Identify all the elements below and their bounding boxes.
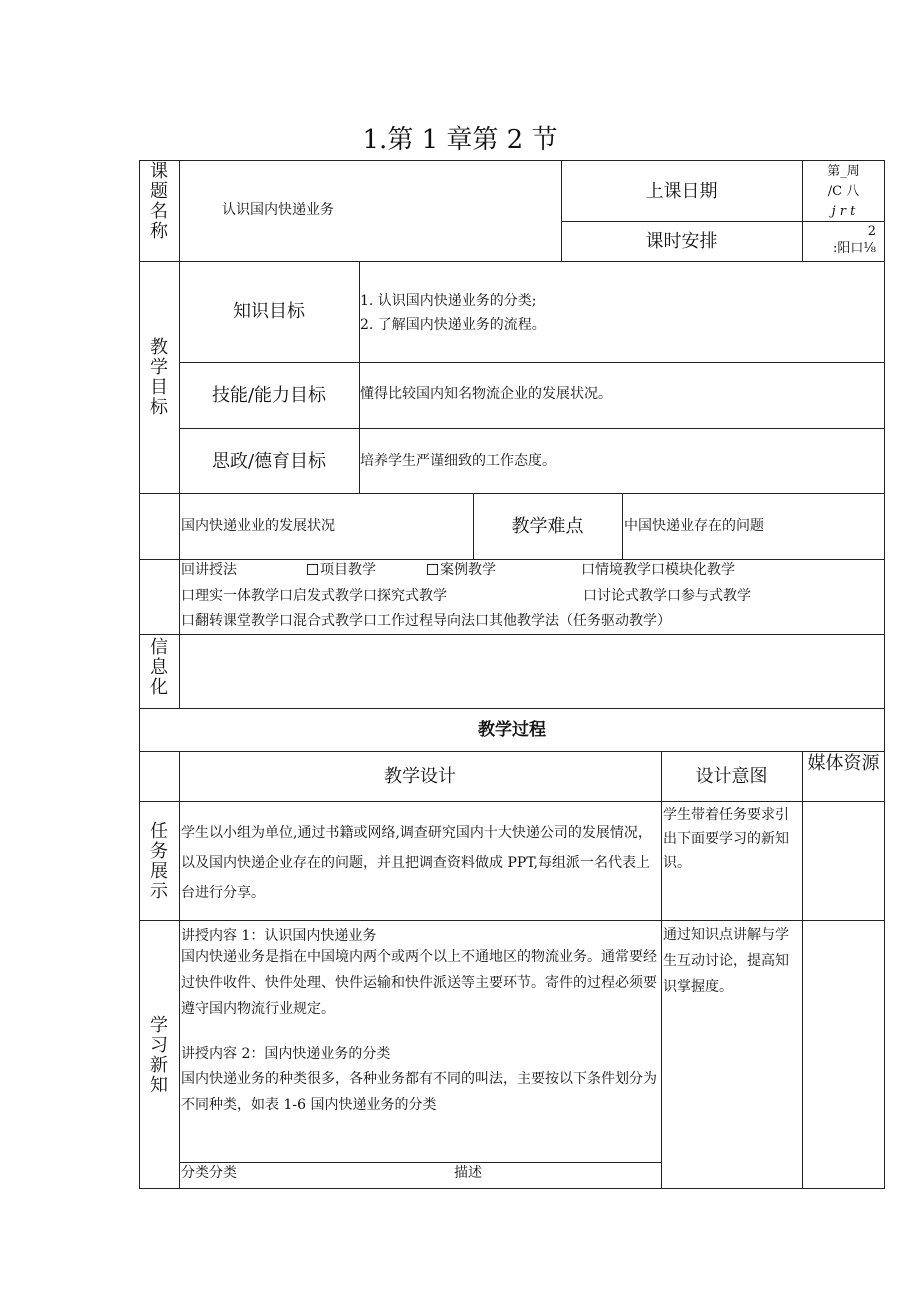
task-display-intent: 学生带着任务要求引出下面要学习的新知识。 (663, 807, 789, 871)
difficulty-text: 中国快递业存在的问题 (624, 518, 764, 534)
method-case: 案例教学 (427, 562, 496, 580)
method-row-3: 口翻转课堂教学口混合式教学口工作过程导向法口其他教学法（任务驱动教学） (181, 613, 671, 629)
method-lecture: 回讲授法 (181, 562, 237, 578)
course-name-label: 课 题 名 称 (150, 161, 168, 242)
date-value: 第_周 /C 八 j r t (827, 164, 860, 219)
task-display-label: 任 务 展 示 (150, 821, 168, 902)
lecture-2-title: 讲授内容 2：国内快递业务的分类 (181, 1046, 391, 1062)
learn-new-knowledge-label: 学 习 新 知 (150, 1015, 168, 1096)
checkbox-icon (427, 564, 438, 575)
informatization-label: 信 息 化 (150, 637, 168, 698)
sub-table-header-category: 分类分类 (181, 1165, 237, 1181)
teaching-process-title: 教学过程 (478, 720, 546, 740)
method-row-2b: 口讨论式教学口参与式教学 (583, 588, 751, 604)
sub-table-header-description: 描述 (454, 1165, 482, 1181)
course-name: 认识国内快递业务 (222, 202, 334, 218)
knowledge-goal-text: 1. 认识国内快递业务的分类; 2. 了解国内快递业务的流程。 (360, 293, 546, 333)
teaching-goals-label: 教 学 目 标 (150, 337, 168, 418)
task-display-design: 学生以小组为单位,通过书籍或网络,调查研究国内十大快递公司的发展情况，以及国内快递企业存在的问题，并且把调查资料做成 PPT,每组派一名代表上台进行分享。 (181, 825, 652, 901)
checkbox-icon (307, 564, 318, 575)
column-teaching-design: 教学设计 (384, 766, 456, 787)
hours-value: 2 :阳口⅛ (833, 224, 876, 256)
page-title: 1.第 1 章第 2 节 (362, 125, 558, 155)
method-project: 项目教学 (307, 562, 376, 580)
key-point-text: 国内快递业业的发展状况 (181, 518, 335, 534)
moral-goal-text: 培养学生严谨细致的工作态度。 (360, 453, 556, 469)
moral-goal-label: 思政/德育目标 (211, 451, 327, 472)
skill-goal-label: 技能/能力目标 (211, 385, 327, 406)
difficulty-label: 教学难点 (511, 516, 584, 537)
method-scenario-module: 口情境教学口模块化教学 (581, 562, 735, 578)
learn-intent: 通过知识点讲解与学生互动讨论，提高知识掌握度。 (663, 927, 789, 995)
skill-goal-text: 懂得比较国内知名物流企业的发展状况。 (360, 386, 612, 402)
hours-label: 课时安排 (645, 231, 718, 252)
method-row-2: 口理实一体教学口启发式教学口探究式教学 (181, 588, 447, 604)
lecture-2-body: 国内快递业务的种类很多，各种业务都有不同的叫法，主要按以下条件划分为不同种类，如表 1-6 国内快递业务的分类 (181, 1071, 657, 1113)
lecture-1-body: 国内快递业务是指在中国境内两个或两个以上不通地区的物流业务。通常要经过快件收件、快件处理、快件运输和快件派送等主要环节。寄件的过程必须要遵守国内物流行业规定。 (181, 949, 657, 1017)
date-label: 上课日期 (645, 181, 718, 202)
knowledge-goal-label: 知识目标 (233, 301, 305, 322)
column-design-intent: 设计意图 (695, 766, 768, 787)
column-media-resources: 媒体资源 (807, 753, 880, 774)
lecture-1-title: 讲授内容 1：认识国内快递业务 (181, 928, 377, 944)
